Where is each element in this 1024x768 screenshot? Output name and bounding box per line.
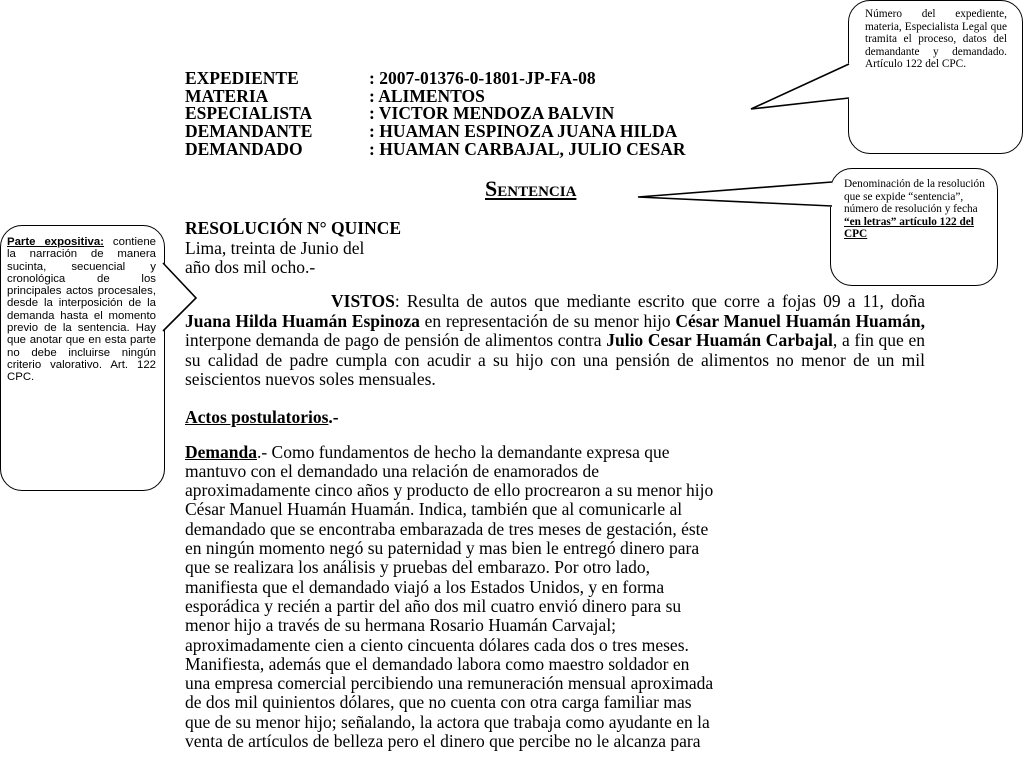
vistos-text-4: , a fin que en su calidad de padre cumpla con acudir a su hijo con una pensión de alimentos no menor de un mil seiscientos nuevos soles mensuales. <box>185 330 926 390</box>
header-label: MATERIA <box>185 85 269 106</box>
demanda-line: Demanda.- Como fundamentos de hecho la demandante expresa que <box>185 441 670 462</box>
demanda-line: esporádica y recién a partir del año dos mil cuatro envió dinero para su <box>185 595 682 616</box>
callout-parte-expositiva <box>0 225 165 491</box>
vistos-text-2: en representación de su menor hijo <box>419 310 676 331</box>
resolution-date-line-1: Lima, treinta de Junio del <box>185 237 365 258</box>
demanda-line: aproximadamente cinco años y producto de ello procrearon a su menor hijo <box>185 480 714 501</box>
resolution-title: RESOLUCIÓN N° QUINCE <box>185 218 402 238</box>
callout-denominacion-bold: “en letras” artículo 122 del CPC <box>844 215 974 241</box>
callout-expediente-text: Número del expediente, materia, Especialista Legal que tramita el proceso, datos del demandante y demandado. Artículo 122 del CPC. <box>865 8 1007 71</box>
callout-denominacion-tail <box>635 175 835 215</box>
defendant-name: Julio Cesar Huamán Carbajal <box>606 330 833 351</box>
demanda-line: en ningún momento negó su paternidad y mas bien le entregó dinero para <box>185 538 700 559</box>
sentence-body <box>185 292 925 751</box>
callout-expositiva-text: contiene la narración de manera sucinta, secuencial y cronológica de los principales actos procesales, desde la interposición de la demanda hasta el momento previo de la sentencia. Hay que anotar que en esta parte no debe incluirse ningún criterio valorativo. Art. 122 CPC. <box>7 236 156 384</box>
demanda-line: aproximadamente cien a ciento cincuenta dólares cada dos o tres meses. <box>185 634 689 655</box>
header-label: ESPECIALISTA <box>185 103 313 124</box>
demanda-line: manifiesta que el demandado viajó a los Estados Unidos, y en forma <box>185 576 665 597</box>
header-value: : 2007-01376-0-1801-JP-FA-08 <box>369 68 596 88</box>
demanda-line: que de su menor hijo; señalando, la actora que trabaja como ayudante en la <box>185 711 710 732</box>
document-title: Sentencia <box>485 176 577 201</box>
demanda-line: mantuvo con el demandado una relación de enamorados de <box>185 460 600 481</box>
header-value: : VICTOR MENDOZA BALVIN <box>369 103 615 124</box>
callout-denominacion <box>830 168 998 286</box>
header-value: : HUAMAN ESPINOZA JUANA HILDA <box>369 121 678 142</box>
actos-title: Actos postulatorios <box>185 406 329 427</box>
vistos-text-3: interpone demanda de pago de pensión de alimentos contra <box>185 330 607 351</box>
demanda-paragraph <box>185 443 915 752</box>
demanda-line: César Manuel Huamán Huamán. Indica, también que al comunicarle al <box>185 499 683 520</box>
header-label: EXPEDIENTE <box>185 68 299 88</box>
vistos-label: VISTOS <box>331 291 395 311</box>
header-label: DEMANDADO <box>185 138 303 159</box>
case-header <box>185 70 685 159</box>
callout-expediente-tail <box>748 55 852 115</box>
header-label: DEMANDANTE <box>185 121 313 142</box>
header-value: : ALIMENTOS <box>369 85 485 106</box>
callout-expediente <box>848 0 1023 154</box>
vistos-text-1: : Resulta de autos que mediante escrito que corre a fojas 09 a 11, doña <box>394 291 925 311</box>
demanda-line: que se realizara los análisis y pruebas del embarazo. Por otro lado, <box>185 557 651 578</box>
callout-expositiva-title: Parte expositiva: <box>7 236 104 248</box>
actos-suffix: .- <box>328 406 339 427</box>
header-value: : HUAMAN CARBAJAL, JULIO CESAR <box>369 138 686 159</box>
demanda-line: menor hijo a través de su hermana Rosario Huamán Carvajal; <box>185 615 617 636</box>
demanda-line: demandado que se encontraba embarazada de tres meses de gestación, éste <box>185 518 709 539</box>
plaintiff-name: Juana Hilda Huamán Espinoza <box>185 310 420 331</box>
demanda-line: de dos mil quinientos dólares, que no cuenta con otra carga familiar mas <box>185 692 692 713</box>
vistos-paragraph <box>185 292 925 390</box>
callout-expositiva-tail <box>160 258 200 338</box>
demanda-title: Demanda <box>185 441 257 462</box>
callout-denominacion-text: Denominación de la resolución que se expide “sentencia”, número de resolución y fecha <box>844 178 985 216</box>
demanda-line: Manifiesta, además que el demandado labora como maestro soldador en <box>185 653 690 674</box>
actos-heading <box>185 408 925 428</box>
demanda-line: venta de artículos de belleza pero el dinero que percibe no le alcanza para <box>185 731 701 752</box>
child-name: César Manuel Huamán Huamán, <box>675 310 925 331</box>
resolution-date-line-2: año dos mil ocho.- <box>185 257 316 277</box>
resolution-block <box>185 219 401 278</box>
header-row-demandado <box>185 138 686 159</box>
demanda-line: una empresa comercial percibiendo una remuneración mensual aproximada <box>185 673 714 694</box>
